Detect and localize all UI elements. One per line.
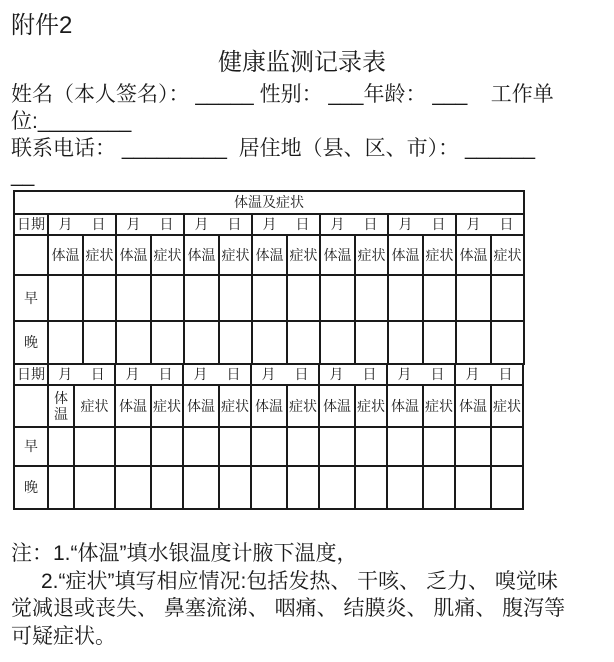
record-cell bbox=[491, 275, 524, 321]
form-label: 联系电话： bbox=[11, 137, 122, 160]
day-label: 日 bbox=[498, 366, 513, 383]
morning-row-label: 早 bbox=[14, 275, 48, 321]
date-label-cell: 日期 bbox=[14, 214, 48, 235]
day-label: 日 bbox=[431, 216, 446, 233]
symptom-header-cell: 症状 bbox=[423, 235, 456, 275]
form-label: 居住地（县、区、市）： bbox=[226, 137, 465, 160]
month-day-cell bbox=[183, 364, 251, 385]
record-cell bbox=[83, 275, 116, 321]
symptom-header-cell: 症状 bbox=[287, 385, 319, 427]
symptom-header-cell: 症状 bbox=[491, 235, 524, 275]
day-label: 日 bbox=[294, 366, 309, 383]
age-blank: ___ bbox=[432, 83, 468, 106]
form-line-4 bbox=[11, 162, 607, 189]
record-cell bbox=[423, 275, 456, 321]
month-label: 月 bbox=[398, 216, 413, 233]
symptom-header-cell: 症状 bbox=[219, 235, 252, 275]
note-line-1: 注：1.“体温”填水银温度计腋下温度， bbox=[11, 542, 358, 565]
record-cell bbox=[287, 321, 320, 364]
day-label: 日 bbox=[362, 366, 377, 383]
table-section-1 bbox=[13, 190, 525, 365]
record-cell bbox=[287, 466, 319, 509]
month-label: 月 bbox=[465, 366, 480, 383]
record-cell bbox=[287, 427, 319, 466]
month-day-cell bbox=[115, 364, 183, 385]
record-cell bbox=[151, 466, 183, 509]
date-header-row bbox=[14, 364, 523, 385]
day-label: 日 bbox=[226, 366, 241, 383]
temperature-header-cell: 体温 bbox=[388, 235, 423, 275]
month-day-cell bbox=[387, 364, 455, 385]
month-day-cell bbox=[319, 364, 387, 385]
page-title: 健康监测记录表 bbox=[218, 49, 386, 76]
record-cell bbox=[455, 466, 491, 509]
day-label: 日 bbox=[295, 216, 310, 233]
month-day-cell bbox=[455, 364, 523, 385]
table-section-2 bbox=[13, 363, 524, 510]
symptom-header-cell: 症状 bbox=[287, 235, 320, 275]
day-label: 日 bbox=[227, 216, 242, 233]
month-day-cell bbox=[388, 214, 456, 235]
symptom-header-cell: 症状 bbox=[83, 235, 116, 275]
form-label: 位: bbox=[11, 110, 38, 133]
form-label: 性别： bbox=[253, 83, 329, 106]
form-label: 工作单 bbox=[467, 83, 554, 106]
record-cell bbox=[319, 427, 355, 466]
month-day-cell bbox=[116, 214, 184, 235]
temperature-header-cell: 体温 bbox=[184, 235, 219, 275]
month-label: 月 bbox=[329, 366, 344, 383]
record-cell bbox=[115, 427, 151, 466]
symptom-header-cell: 症状 bbox=[74, 385, 115, 427]
temp-and-symptoms-header: 体温及症状 bbox=[14, 191, 524, 214]
morning-row bbox=[14, 427, 523, 466]
temperature-header-cell: 体温 bbox=[320, 235, 355, 275]
morning-row bbox=[14, 275, 524, 321]
temperature-header-cell: 体温 bbox=[455, 385, 491, 427]
record-cell bbox=[319, 466, 355, 509]
record-cell bbox=[388, 275, 423, 321]
symptom-header-cell: 症状 bbox=[355, 235, 388, 275]
record-cell bbox=[455, 427, 491, 466]
subheader-row bbox=[14, 385, 523, 427]
month-day-group bbox=[49, 216, 115, 232]
record-cell bbox=[48, 427, 74, 466]
temperature-header-cell: 体温 bbox=[251, 385, 287, 427]
temperature-header-cell: 体温 bbox=[319, 385, 355, 427]
day-label: 日 bbox=[158, 366, 173, 383]
symptom-header-cell: 症状 bbox=[219, 385, 251, 427]
record-cell bbox=[456, 275, 491, 321]
record-cell bbox=[491, 466, 523, 509]
record-cell bbox=[116, 321, 151, 364]
form-line-2 bbox=[11, 108, 607, 135]
form-line-3 bbox=[11, 135, 607, 162]
month-day-group bbox=[321, 216, 387, 232]
temperature-header-cell: 体温 bbox=[48, 235, 83, 275]
form-fields-block bbox=[11, 81, 607, 189]
month-label: 月 bbox=[194, 216, 209, 233]
record-cell bbox=[252, 321, 287, 364]
table-header-row bbox=[14, 191, 524, 214]
record-cell bbox=[423, 466, 455, 509]
temperature-header-cell: 体温 bbox=[252, 235, 287, 275]
temperature-header-cell: 体温 bbox=[115, 385, 151, 427]
symptom-header-cell: 症状 bbox=[355, 385, 387, 427]
note-line-3: 觉减退或丧失、 鼻塞流涕、 咽痛、 结膜炎、 肌痛、 腹泻等 bbox=[11, 597, 566, 620]
temperature-header-cell: 体温 bbox=[183, 385, 219, 427]
record-cell bbox=[355, 427, 387, 466]
month-day-cell bbox=[252, 214, 320, 235]
month-day-group bbox=[457, 216, 523, 232]
morning-row-label: 早 bbox=[14, 427, 48, 466]
record-cell bbox=[151, 427, 183, 466]
residence-blank-continued: __ bbox=[11, 164, 35, 187]
record-cell bbox=[151, 321, 184, 364]
corner-cell bbox=[14, 385, 48, 427]
month-day-group bbox=[184, 366, 250, 382]
record-cell bbox=[456, 321, 491, 364]
month-day-group bbox=[320, 366, 386, 382]
symptom-header-cell: 症状 bbox=[423, 385, 455, 427]
month-day-cell bbox=[48, 214, 116, 235]
date-label-cell: 日期 bbox=[14, 364, 48, 385]
record-cell bbox=[184, 321, 219, 364]
record-cell bbox=[387, 427, 423, 466]
notes-block bbox=[11, 540, 607, 650]
symptom-header-cell: 症状 bbox=[491, 385, 523, 427]
month-label: 月 bbox=[193, 366, 208, 383]
temperature-header-cell: 体温 bbox=[456, 235, 491, 275]
month-day-group bbox=[252, 366, 318, 382]
note-line-2: 2.“症状”填写相应情况:包括发热、 干咳、 乏力、 嗅觉味 bbox=[41, 569, 558, 593]
record-cell bbox=[423, 427, 455, 466]
day-label: 日 bbox=[430, 366, 445, 383]
month-label: 月 bbox=[330, 216, 345, 233]
record-cell bbox=[184, 275, 219, 321]
month-day-group bbox=[116, 366, 182, 382]
symptom-header-cell: 症状 bbox=[151, 385, 183, 427]
temperature-header-cell: 体温 bbox=[387, 385, 423, 427]
record-cell bbox=[219, 321, 252, 364]
form-label: 姓名（本人签名）： bbox=[11, 83, 196, 106]
month-day-group bbox=[456, 366, 522, 382]
temperature-header-cell: 体温 bbox=[48, 385, 74, 427]
month-label: 月 bbox=[397, 366, 412, 383]
subheader-row bbox=[14, 235, 524, 275]
record-cell bbox=[74, 466, 115, 509]
month-label: 月 bbox=[58, 216, 73, 233]
month-day-group bbox=[253, 216, 319, 232]
record-cell bbox=[219, 427, 251, 466]
day-label: 日 bbox=[91, 216, 106, 233]
month-label: 月 bbox=[58, 366, 73, 383]
form-line-1 bbox=[11, 81, 607, 108]
record-cell bbox=[48, 466, 74, 509]
month-day-group bbox=[388, 366, 454, 382]
day-label: 日 bbox=[159, 216, 174, 233]
record-cell bbox=[219, 275, 252, 321]
record-cell bbox=[83, 321, 116, 364]
record-cell bbox=[183, 466, 219, 509]
record-cell bbox=[48, 275, 83, 321]
record-cell bbox=[183, 427, 219, 466]
record-cell bbox=[387, 466, 423, 509]
name-signature-blank: _____ bbox=[195, 83, 254, 106]
record-cell bbox=[219, 466, 251, 509]
work-unit-blank: ________ bbox=[37, 110, 132, 133]
record-cell bbox=[491, 321, 524, 364]
month-label: 月 bbox=[126, 216, 141, 233]
record-cell bbox=[115, 466, 151, 509]
month-day-cell bbox=[184, 214, 252, 235]
note-line-4: 可疑症状。 bbox=[11, 624, 116, 648]
record-cell bbox=[423, 321, 456, 364]
record-cell bbox=[355, 275, 388, 321]
record-cell bbox=[388, 321, 423, 364]
month-label: 月 bbox=[262, 216, 277, 233]
record-cell bbox=[251, 466, 287, 509]
month-label: 月 bbox=[125, 366, 140, 383]
month-day-cell bbox=[456, 214, 524, 235]
record-cell bbox=[287, 275, 320, 321]
month-day-group bbox=[49, 366, 114, 382]
day-label: 日 bbox=[90, 366, 105, 383]
corner-cell bbox=[14, 235, 48, 275]
attachment-number: 附件2 bbox=[11, 12, 73, 39]
gender-blank: ___ bbox=[328, 83, 364, 106]
evening-row bbox=[14, 321, 524, 364]
record-cell bbox=[355, 466, 387, 509]
record-cell bbox=[251, 427, 287, 466]
day-label: 日 bbox=[499, 216, 514, 233]
phone-blank: _________ bbox=[121, 137, 227, 160]
record-cell bbox=[355, 321, 388, 364]
month-day-cell bbox=[251, 364, 319, 385]
temperature-header-cell: 体温 bbox=[116, 235, 151, 275]
record-cell bbox=[320, 321, 355, 364]
record-cell bbox=[151, 275, 184, 321]
month-day-group bbox=[389, 216, 455, 232]
date-header-row bbox=[14, 214, 524, 235]
evening-row bbox=[14, 466, 523, 509]
record-cell bbox=[48, 321, 83, 364]
residence-blank: ______ bbox=[464, 137, 536, 160]
record-cell bbox=[491, 427, 523, 466]
record-cell bbox=[252, 275, 287, 321]
record-cell bbox=[74, 427, 115, 466]
month-label: 月 bbox=[261, 366, 276, 383]
record-cell bbox=[320, 275, 355, 321]
day-label: 日 bbox=[363, 216, 378, 233]
month-day-group bbox=[185, 216, 251, 232]
month-day-cell bbox=[320, 214, 388, 235]
symptom-header-cell: 症状 bbox=[151, 235, 184, 275]
month-day-group bbox=[117, 216, 183, 232]
record-cell bbox=[116, 275, 151, 321]
evening-row-label: 晚 bbox=[14, 321, 48, 364]
form-label: 年龄： bbox=[363, 83, 433, 106]
month-label: 月 bbox=[466, 216, 481, 233]
temperature-symptom-table bbox=[13, 190, 525, 510]
evening-row-label: 晚 bbox=[14, 466, 48, 509]
month-day-cell bbox=[48, 364, 115, 385]
